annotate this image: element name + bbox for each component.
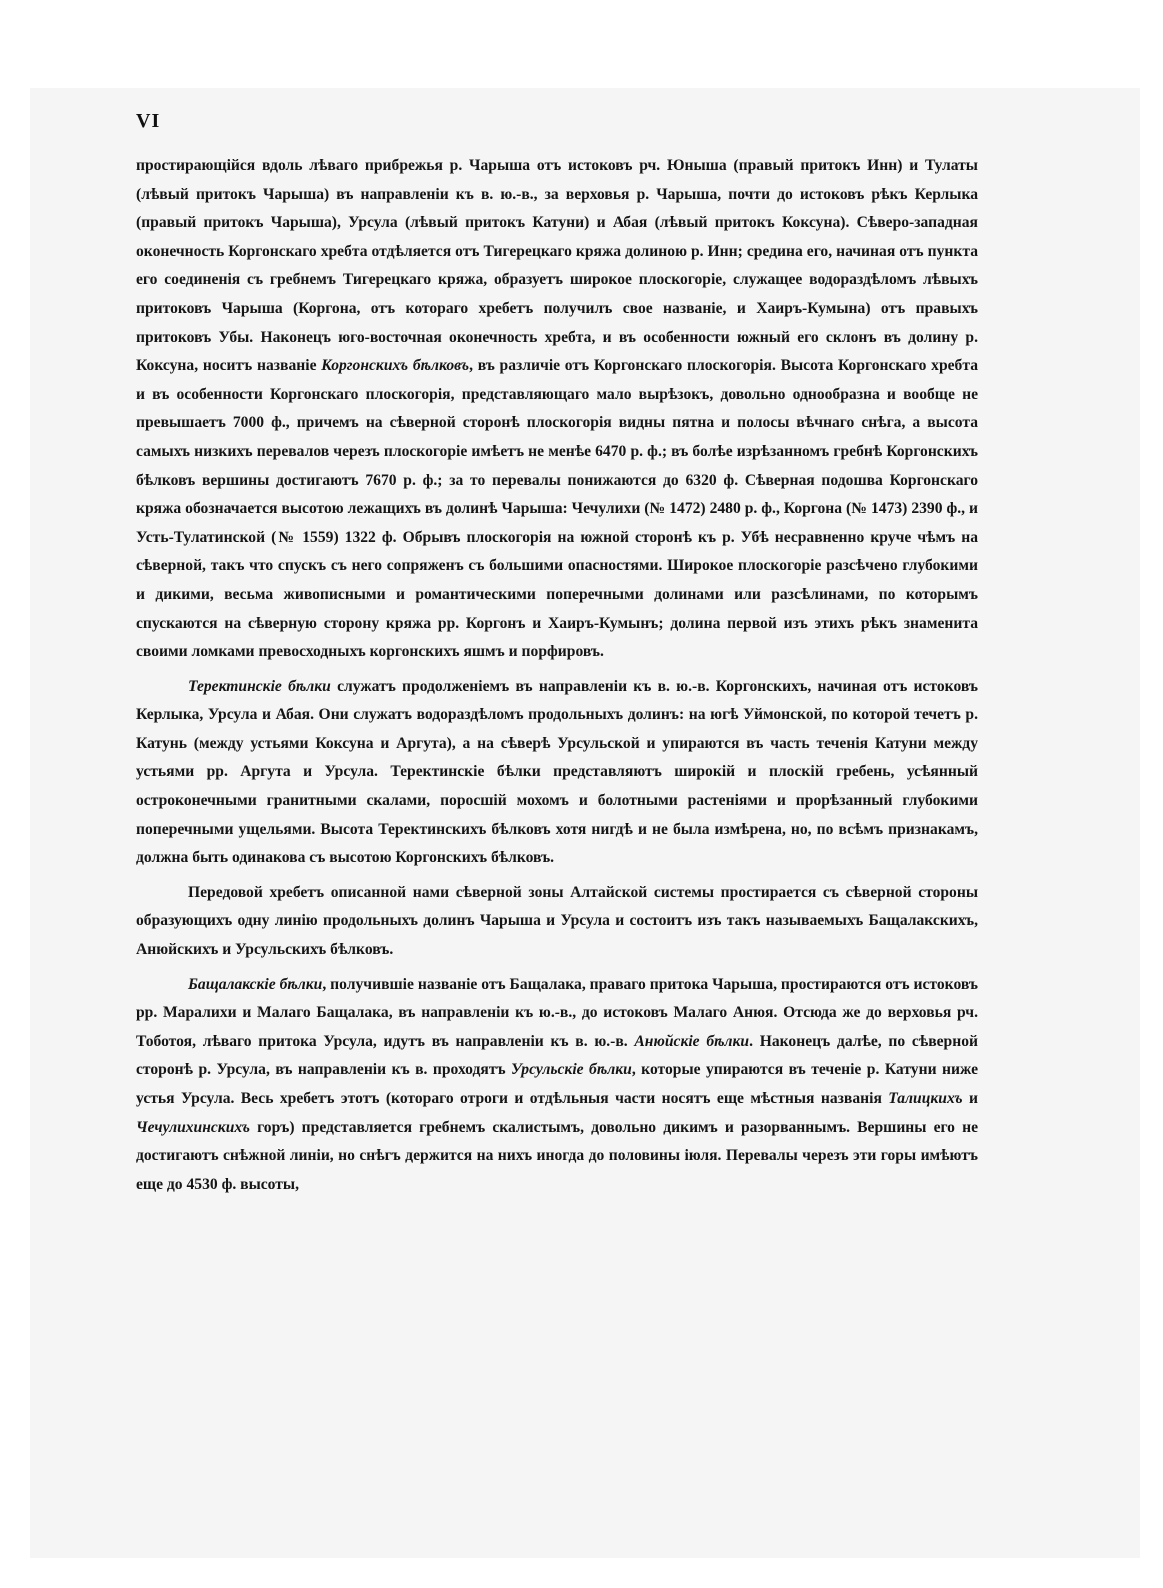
paragraph-4-italic-2: Анюйскіе бѣлки — [634, 1032, 750, 1050]
paragraph-4-italic-4: Талицкихъ — [888, 1090, 963, 1107]
paragraph-2-text: служатъ продолженіемъ въ направленіи къ в. ю.-в. Коргонскихъ, начиная отъ истоковъ Керлыка, Урсула и Абая. Они служатъ водораздѣломъ продольныхъ долинъ: на югѣ Уймонской, по которой течетъ р. Катунь (между устьями Коксуна и Аргута), а на сѣверѣ Урсульской и упираются въ часть теченія Катуни между устьями рр. Аргута и Урсула. Теректинскіе бѣлки представляютъ широкій и плоскій гребень, усѣянный остроконечными гранитными скалами, поросшій мохомъ и болотными растеніями и прорѣзанный глубокими поперечными ущельями. Высота Теректинскихъ бѣлковъ хотя нигдѣ и не была измѣрена, но, по всѣмъ признакамъ, должна быть одинакова съ высотою Коргонскихъ бѣлковъ. — [136, 677, 978, 867]
paragraph-4-italic-5: Чечулихинскихъ — [136, 1118, 250, 1136]
paragraph-2-italic: Теректинскіе бѣлки — [188, 677, 331, 695]
paragraph-4-text-d: и — [962, 1090, 978, 1107]
paragraph-4-text-c: , которые упираются въ теченіе р. Катуни ниже устья Урсула. Весь хребетъ этотъ (котораго отроги и отдѣльныя части носятъ еще мѣстныя названія — [136, 1061, 978, 1107]
paragraph-3: Передовой хребетъ описанной нами сѣверной зоны Алтайской системы простирается съ сѣверной стороны образующихъ одну линію продольныхъ долинъ Чарыша и Урсула и состоитъ изъ такъ называемыхъ Бащалакскихъ, Анюйскихъ и Урсульскихъ бѣлковъ. — [136, 883, 978, 959]
paragraph-4-italic-3: Урсульскіе бѣлки — [511, 1061, 632, 1079]
paragraph-1-rest: , въ различіе отъ Коргонскаго плоскогорія. Высота Коргонскаго хребта и въ особенности Коргонскаго плоскогорія, представляющаго мало вырѣзокъ, довольно однообразна и вообще не превышаетъ 7000 ф., причемъ на сѣверной сторонѣ плоскогорія видны пятна и полосы вѣчнаго снѣга, а высота самыхъ низкихъ перевалов черезъ плоскогоріе имѣетъ не менѣе 6470 р. ф.; въ болѣе изрѣзанномъ гребнѣ Коргонскихъ бѣлковъ вершины достигаютъ 7670 р. ф.; за то перевалы понижаются до 6320 ф. Сѣверная подошва Коргонскаго кряжа обозначается высотою лежащихъ въ долинѣ Чарыша: Чечулихи (№ 1472) 2480 р. ф., Коргона (№ 1473) 2390 ф., и Усть-Тулатинской (№ 1559) 1322 ф. Обрывъ плоскогорія на южной сторонѣ къ р. Убѣ несравненно круче чѣмъ на сѣверной, такъ что спускъ съ него сопряженъ съ большими опасностями. Широкое плоскогоріе разсѣчено глубокими и дикими, весьма живописными и романтическими поперечными долинами или разсѣлинами, по которымъ спускаются на сѣверную сторону кряжа рр. Коргонъ и Хаиръ-Кумынъ; долина первой изъ этихъ рѣкъ знаменита своими ломками превосходныхъ коргонскихъ яшмъ и порфировъ. — [136, 357, 978, 661]
paragraph-1-text: простирающійся вдоль лѣваго прибрежья р. Чарыша отъ истоковъ рч. Юныша (правый притокъ Инн) и Тулаты (лѣвый притокъ Чарыша) въ направленіи къ в. ю.-в., за верховья р. Чарыша, почти до истоковъ рѣкъ Керлыка (правый притокъ Чарыша), Урсула (лѣвый притокъ Катуни) и Абая (лѣвый притокъ Коксуна). Сѣверо-западная оконечность Коргонскаго хребта отдѣляется отъ Тигерецкаго кряжа долиною р. Инн; средина его, начиная отъ пункта его соединенія съ гребнемъ Тигерецкаго кряжа, образуетъ широкое плоскогоріе, служащее водораздѣломъ лѣвыхъ притоковъ Чарыша (Коргона, отъ котораго хребетъ получилъ свое названіе, и Хаиръ-Кумына) отъ правыхъ притоковъ Убы. Наконецъ юго-восточная оконечность хребта, и въ особенности южный его склонъ въ долину р. Коксуна, носитъ названіе — [136, 157, 978, 375]
paragraph-4-text-a: , получившіе названіе отъ Бащалака, праваго притока Чарыша, простираются отъ истоковъ рр. Маралихи и Малаго Бащалака, въ направленіи къ ю.-в., до истоковъ Малаго Анюя. Отсюда же до верховья рч. Тоботоя, лѣваго притока Урсула, идутъ въ направленіи къ в. ю.-в. — [136, 975, 978, 1050]
paragraph-4-italic: Бащалакскіе бѣлки — [188, 975, 323, 993]
paragraph-4-text-b: . Наконецъ далѣе, по сѣверной сторонѣ р. Урсула, въ направленіи къ в. проходятъ — [136, 1032, 978, 1079]
paragraph-4-text-e: горъ) представляется гребнемъ скалистымъ, довольно дикимъ и разорваннымъ. Вершины его не достигаютъ снѣжной линіи, но снѣгъ держится на нихъ иногда до половины іюля. Перевалы черезъ эти горы имѣютъ еще до 4530 ф. высоты, — [136, 1118, 978, 1193]
paragraph-1-italic: Коргонскихъ бѣлковъ — [321, 357, 470, 375]
body-text — [136, 152, 978, 1205]
paragraph-1 — [136, 152, 978, 667]
paragraph-2 — [136, 673, 978, 873]
paragraph-4 — [136, 971, 978, 1200]
page-number: VI — [136, 110, 161, 132]
